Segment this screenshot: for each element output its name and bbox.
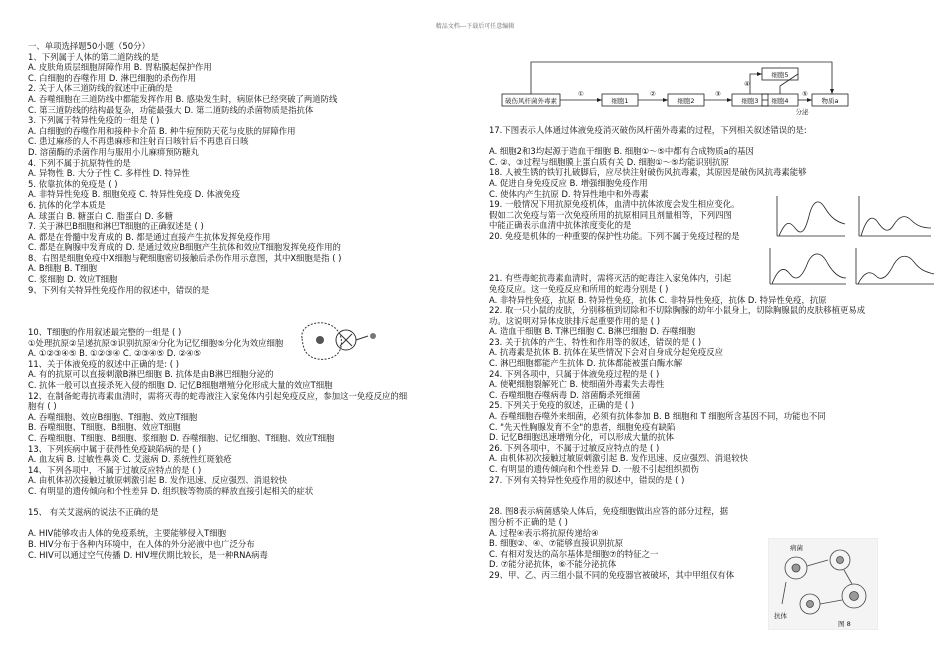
right-column-line: A. 促进自身免疫反应 B. 增强细胞免疫作用: [489, 177, 648, 188]
left-column-line: ①处理抗原②呈递抗原③识别抗原④分化为记忆细胞⑤分化为效应细胞: [28, 337, 284, 348]
left-column-line: [28, 497, 473, 508]
cell3-label: 细胞3: [741, 97, 759, 105]
figure-8-bottom-label: 抗体: [774, 612, 787, 620]
right-column-line: [489, 136, 921, 147]
antibody-curve-graphs: [775, 192, 935, 239]
right-column-line: A. 造血干细胞 B. T淋巴细胞 C. B淋巴细胞 D. 吞噬细胞: [489, 326, 696, 337]
right-column-line: 免疫反应。这一免疫反应和所用的蛇毒分别是 ( ): [489, 283, 669, 294]
left-column-line: A. 异物性 B. 大分子性 C. 多样性 D. 特异性: [28, 168, 190, 179]
left-column-line: [28, 306, 473, 317]
right-column-line: [489, 496, 921, 507]
left-column-line: 2. 关于人体三道防线的叙述中正确的是: [28, 83, 173, 94]
cell5-label: 细胞5: [771, 71, 789, 79]
left-column-line: 8、右图是细胞免疫中X细胞与靶细胞密切接触后杀伤作用示意图，其中X细胞是指 ( ): [28, 252, 342, 263]
left-column-line: 15、 有关艾滋病的说法不正确的是: [28, 507, 159, 518]
left-column-line: A. 吞噬细胞、效应B细胞、T细胞、效应T细胞: [28, 411, 198, 422]
left-column-line: A. 血友病 B. 过敏性鼻炎 C. 艾滋病 D. 系统性红斑狼疮: [28, 454, 232, 465]
right-column-line: 17.下图表示人体通过体液免疫消灭破伤风杆菌外毒素的过程，下列相关叙述错误的是:: [489, 125, 807, 135]
left-column-line: A. 由机体初次接触过敏原刺激引起 B. 发作迅速、反应强烈、消退较快: [28, 475, 288, 486]
right-column-line: 中能正确表示血清中抗体浓度变化的是: [489, 220, 632, 231]
cell4-label: 细胞4: [771, 97, 789, 105]
right-column-line: 假如二次免疫与第一次免疫所用的抗原相同且剂量相等，下列四图: [489, 209, 732, 220]
right-column-line: 20. 免疫是机体的一种重要的保护性功能。下列不属于免疫过程的是: [489, 230, 740, 241]
left-column-line: 1、下列属于人体的第二道防线的是: [28, 51, 159, 62]
right-column-line: C. "先天性胸腺发育不全"的患者，细胞免疫有缺陷: [489, 421, 676, 432]
left-column-line: A. 吞噬细胞在三道防线中都能发挥作用 B. 感染发生时，病原体已经突破了两道防线: [28, 93, 338, 104]
right-column-line: 18. 人被生锈的铁钉扎破脚后，应尽快注射破伤风抗毒素，其原因是破伤风抗毒素能够: [489, 167, 807, 178]
step-4: ④: [744, 80, 750, 88]
right-column-line: C. 有相对发达的高尔基体是细胞⑦的特征之一: [489, 548, 659, 559]
left-column-line: 一、单项选择题50小题（50分）: [28, 41, 150, 51]
left-column-line: 6. 抗体的化学本质是: [28, 199, 106, 210]
left-column-line: C. 吞噬细胞、T细胞、B细胞、浆细胞 D. 吞噬细胞、记忆细胞、T细胞、效应T细胞: [28, 432, 335, 443]
right-column-line: C. 吞噬细胞吞噬病毒 D. 溶菌酶杀死细菌: [489, 389, 641, 400]
right-column-line: A. 过程④表示将抗原传递给④: [489, 527, 599, 538]
left-column-line: 11、关于体液免疫的叙述中正确的是: ( ): [28, 358, 179, 369]
left-column-line: C. 浆细胞 D. 效应T细胞: [28, 274, 118, 285]
right-column-line: C. 有明显的遗传倾向和个性差异 D. 一般不引起组织损伤: [489, 464, 699, 474]
left-column-line: 5. 依靠抗体的免疫是 ( ): [28, 178, 118, 189]
left-column-line: [28, 295, 473, 306]
right-column-line: A. 细胞2和3均起源于造血干细胞 B. 细胞①～⑤中都有合成物质a的基因: [489, 146, 754, 157]
right-column-line: 功。这说明对异体皮肤排斥起重要作用的是 ( ): [489, 315, 660, 326]
right-column-line: D. ⑦能分泌抗体，⑥不能分泌抗体: [489, 559, 617, 570]
right-column-line: 22. 取一只小鼠的皮肤，分别移植到切除和不切除胸腺的幼年小鼠身上，切除胸腺鼠的皮肤移植更易成: [489, 305, 866, 316]
right-column-line: D. 记忆B细胞迅速增殖分化，可以形成大量的抗体: [489, 432, 675, 443]
figure-8-caption: 图 8: [838, 620, 851, 628]
right-column-line: [489, 485, 921, 496]
left-column-line: [28, 316, 473, 327]
left-column-line: 3. 下列属于特异性免疫的一组是 ( ): [28, 115, 160, 126]
right-column-line: A. 抗毒素是抗体 B. 抗体在某些情况下会对自身成分起免疫反应: [489, 347, 724, 358]
right-column-line: C. 淋巴细胞都能产生抗体 D. 抗体都能被蛋白酶水解: [489, 358, 683, 369]
left-column-line: C. 都是在胸腺中发育成的 D. 是通过效应B细胞产生抗体和效应T细胞发挥免疫作用的: [28, 242, 341, 253]
left-column-line: A. 有的抗原可以直接刺激B淋巴细胞 B. 抗体是由B淋巴细胞分泌的: [28, 369, 274, 380]
figure-8-top-label: 病菌: [790, 544, 803, 552]
left-column-line: 14、下列各项中，不属于过敏反应特点的是 ( ): [28, 464, 202, 475]
page-header: 精品文档---下载后可任意编辑: [435, 23, 515, 30]
left-column-line: 9、下列有关特异性免疫作用的叙述中，错误的是: [28, 284, 210, 295]
left-column-line: 4. 下列不属于抗原特性的是: [28, 157, 131, 168]
left-column-line: 12、在制备蛇毒抗毒素血清时，需将灭毒的蛇毒液注入家兔体内引起免疫反应，参加这一免疫反应的细: [28, 390, 408, 401]
step-3: ③: [715, 90, 721, 98]
left-column-line: C. 抗体一般可以直接杀死入侵的细胞 D. 记忆B细胞增殖分化形成大量的效应T细胞: [28, 380, 333, 390]
right-column-line: 25. 下列关于免疫的叙述，正确的是 ( ): [489, 400, 635, 411]
left-column-line: C. 第三道防线的结构最复杂，功能最强大 D. 第二道防线的杀菌物质是指抗体: [28, 104, 314, 115]
right-column-line: A. 非特异性免疫，抗原 B. 特异性免疫，抗体 C. 非特异性免疫，抗体 D. 特异性免疫，抗原: [489, 294, 827, 305]
left-column-line: D. 溶菌酶的杀菌作用与服用小儿麻痹预防糖丸: [28, 146, 199, 157]
substance-label: 物质a: [821, 97, 839, 105]
left-column-line: A. 白细胞的吞噬作用和接种卡介苗 B. 种牛痘预防天花与皮肤的屏障作用: [28, 125, 296, 136]
right-column-line: 28. 图8表示病菌感染人体后，免疫细胞做出应答的部分过程，据: [489, 506, 729, 517]
figure-8-immune-response: [768, 538, 878, 630]
right-column-line: 27. 下列有关特异性免疫作用的叙述中，错误的是 ( ): [489, 474, 685, 485]
humoral-immunity-diagram: [500, 58, 880, 116]
right-column-line: 23. 关于抗体的产生、特性和作用等的叙述，错误的是 ( ): [489, 336, 702, 347]
right-column-line: 19. 一般情况下用抗原免疫机体，血清中抗体浓度会发生相应变化。: [489, 199, 740, 210]
left-column-line: 7. 关于淋巴B细胞和淋巴T细胞的正确叙述是 ( ): [28, 221, 204, 232]
cell1-label: 细胞1: [611, 97, 629, 105]
right-column-line: C. 使体内产生抗原 D. 特异性地中和外毒素: [489, 188, 649, 199]
right-column-line: A. 吞噬细胞吞噬外来细菌，必须有抗体参加 B. B 细胞和 T 细胞所含基因不同，功能也不同: [489, 411, 826, 422]
right-column-line: 24. 下列各项中，只属于体液免疫过程的是 ( ): [489, 368, 660, 379]
left-column-line: 10、T细胞的作用叙述最完整的一组是 ( ): [28, 327, 182, 338]
toxin-label: 破伤风杆菌外毒素: [505, 97, 557, 105]
left-column-line: B. 吞噬细胞、T细胞、B细胞、效应T细胞: [28, 422, 181, 433]
x-cell-target-cell-sketch: [296, 318, 386, 363]
right-column-line: 29、甲、乙、丙三组小鼠不同的免疫器官被破坏，其中甲组仅有体: [489, 569, 735, 580]
step-2: ②: [650, 90, 656, 98]
left-column: [28, 41, 473, 560]
left-column-line: 胞有 ( ): [28, 401, 57, 412]
right-column-line: A. 由机体初次接触过敏原刺激引起 B. 发作迅速、反应强烈、消退较快: [489, 453, 749, 464]
right-column-line: 图分析不正确的是 ( ): [489, 516, 568, 527]
step-1: ①: [578, 90, 584, 98]
right-column-line: C. ②、③过程与细胞膜上蛋白质有关 D. 细胞①～⑤均能识别抗原: [489, 156, 729, 167]
split-label: 分泌: [795, 108, 809, 116]
right-column-line: B. 细胞②、④、⑦能够直接识别抗原: [489, 538, 624, 549]
left-column-line: C. 白细胞的吞噬作用 D. 淋巴细胞的杀伤作用: [28, 72, 196, 83]
right-column-line: 26. 下列各项中，不属于过敏反应特点的是 ( ): [489, 442, 660, 453]
cell2-label: 细胞2: [677, 97, 695, 105]
left-column-line: C. 有明显的遗传倾向和个性差异 D. 组织胺等物质的释放直接引起相关的症状: [28, 485, 314, 496]
left-column-line: [28, 518, 473, 529]
left-column-line: A. 球蛋白 B. 糖蛋白 C. 脂蛋白 D. 多糖: [28, 210, 174, 221]
left-column-line: C. 患过麻疹的人不再患麻疹和注射百日咳针后不再患百日咳: [28, 136, 249, 147]
left-column-line: B. HIV分布于各种内环境中，在人体的外分泌液中也广泛分布: [28, 538, 255, 549]
left-column-line: 13、下列疾病中属于获得性免疫缺陷病的是 ( ): [28, 443, 202, 454]
left-column-line: A. HIV能够攻击人体的免疫系统，主要能够侵入T细胞: [28, 528, 227, 539]
left-column-line: A. 皮肤角质层细胞屏障作用 B. 胃粘膜起保护作用: [28, 62, 212, 73]
immune-process-graphs: [768, 244, 938, 288]
left-column-line: A. B细胞 B. T细胞: [28, 263, 97, 274]
right-column-line: 21. 有些毒蛇抗毒素血清时，需将灭活的蛇毒注入家兔体内，引起: [489, 273, 732, 284]
left-column-line: A. 都是在骨髓中发育成的 B. 都是通过直接产生抗体发挥免疫作用: [28, 231, 271, 242]
right-column-line: A. 使靶细胞裂解死亡 B. 使细菌外毒素失去毒性: [489, 379, 665, 390]
left-column-line: C. HIV可以通过空气传播 D. HIV埋伏期比较长，是一种RNA病毒: [28, 549, 268, 560]
step-5: ⑤: [802, 90, 808, 98]
left-column-line: A. 非特异性免疫 B. 细胞免疫 C. 特异性免疫 D. 体液免疫: [28, 189, 241, 200]
left-column-line: A. ①②③④⑤ B. ①②③④ C. ②③④⑤ D. ②④⑤: [28, 348, 202, 359]
